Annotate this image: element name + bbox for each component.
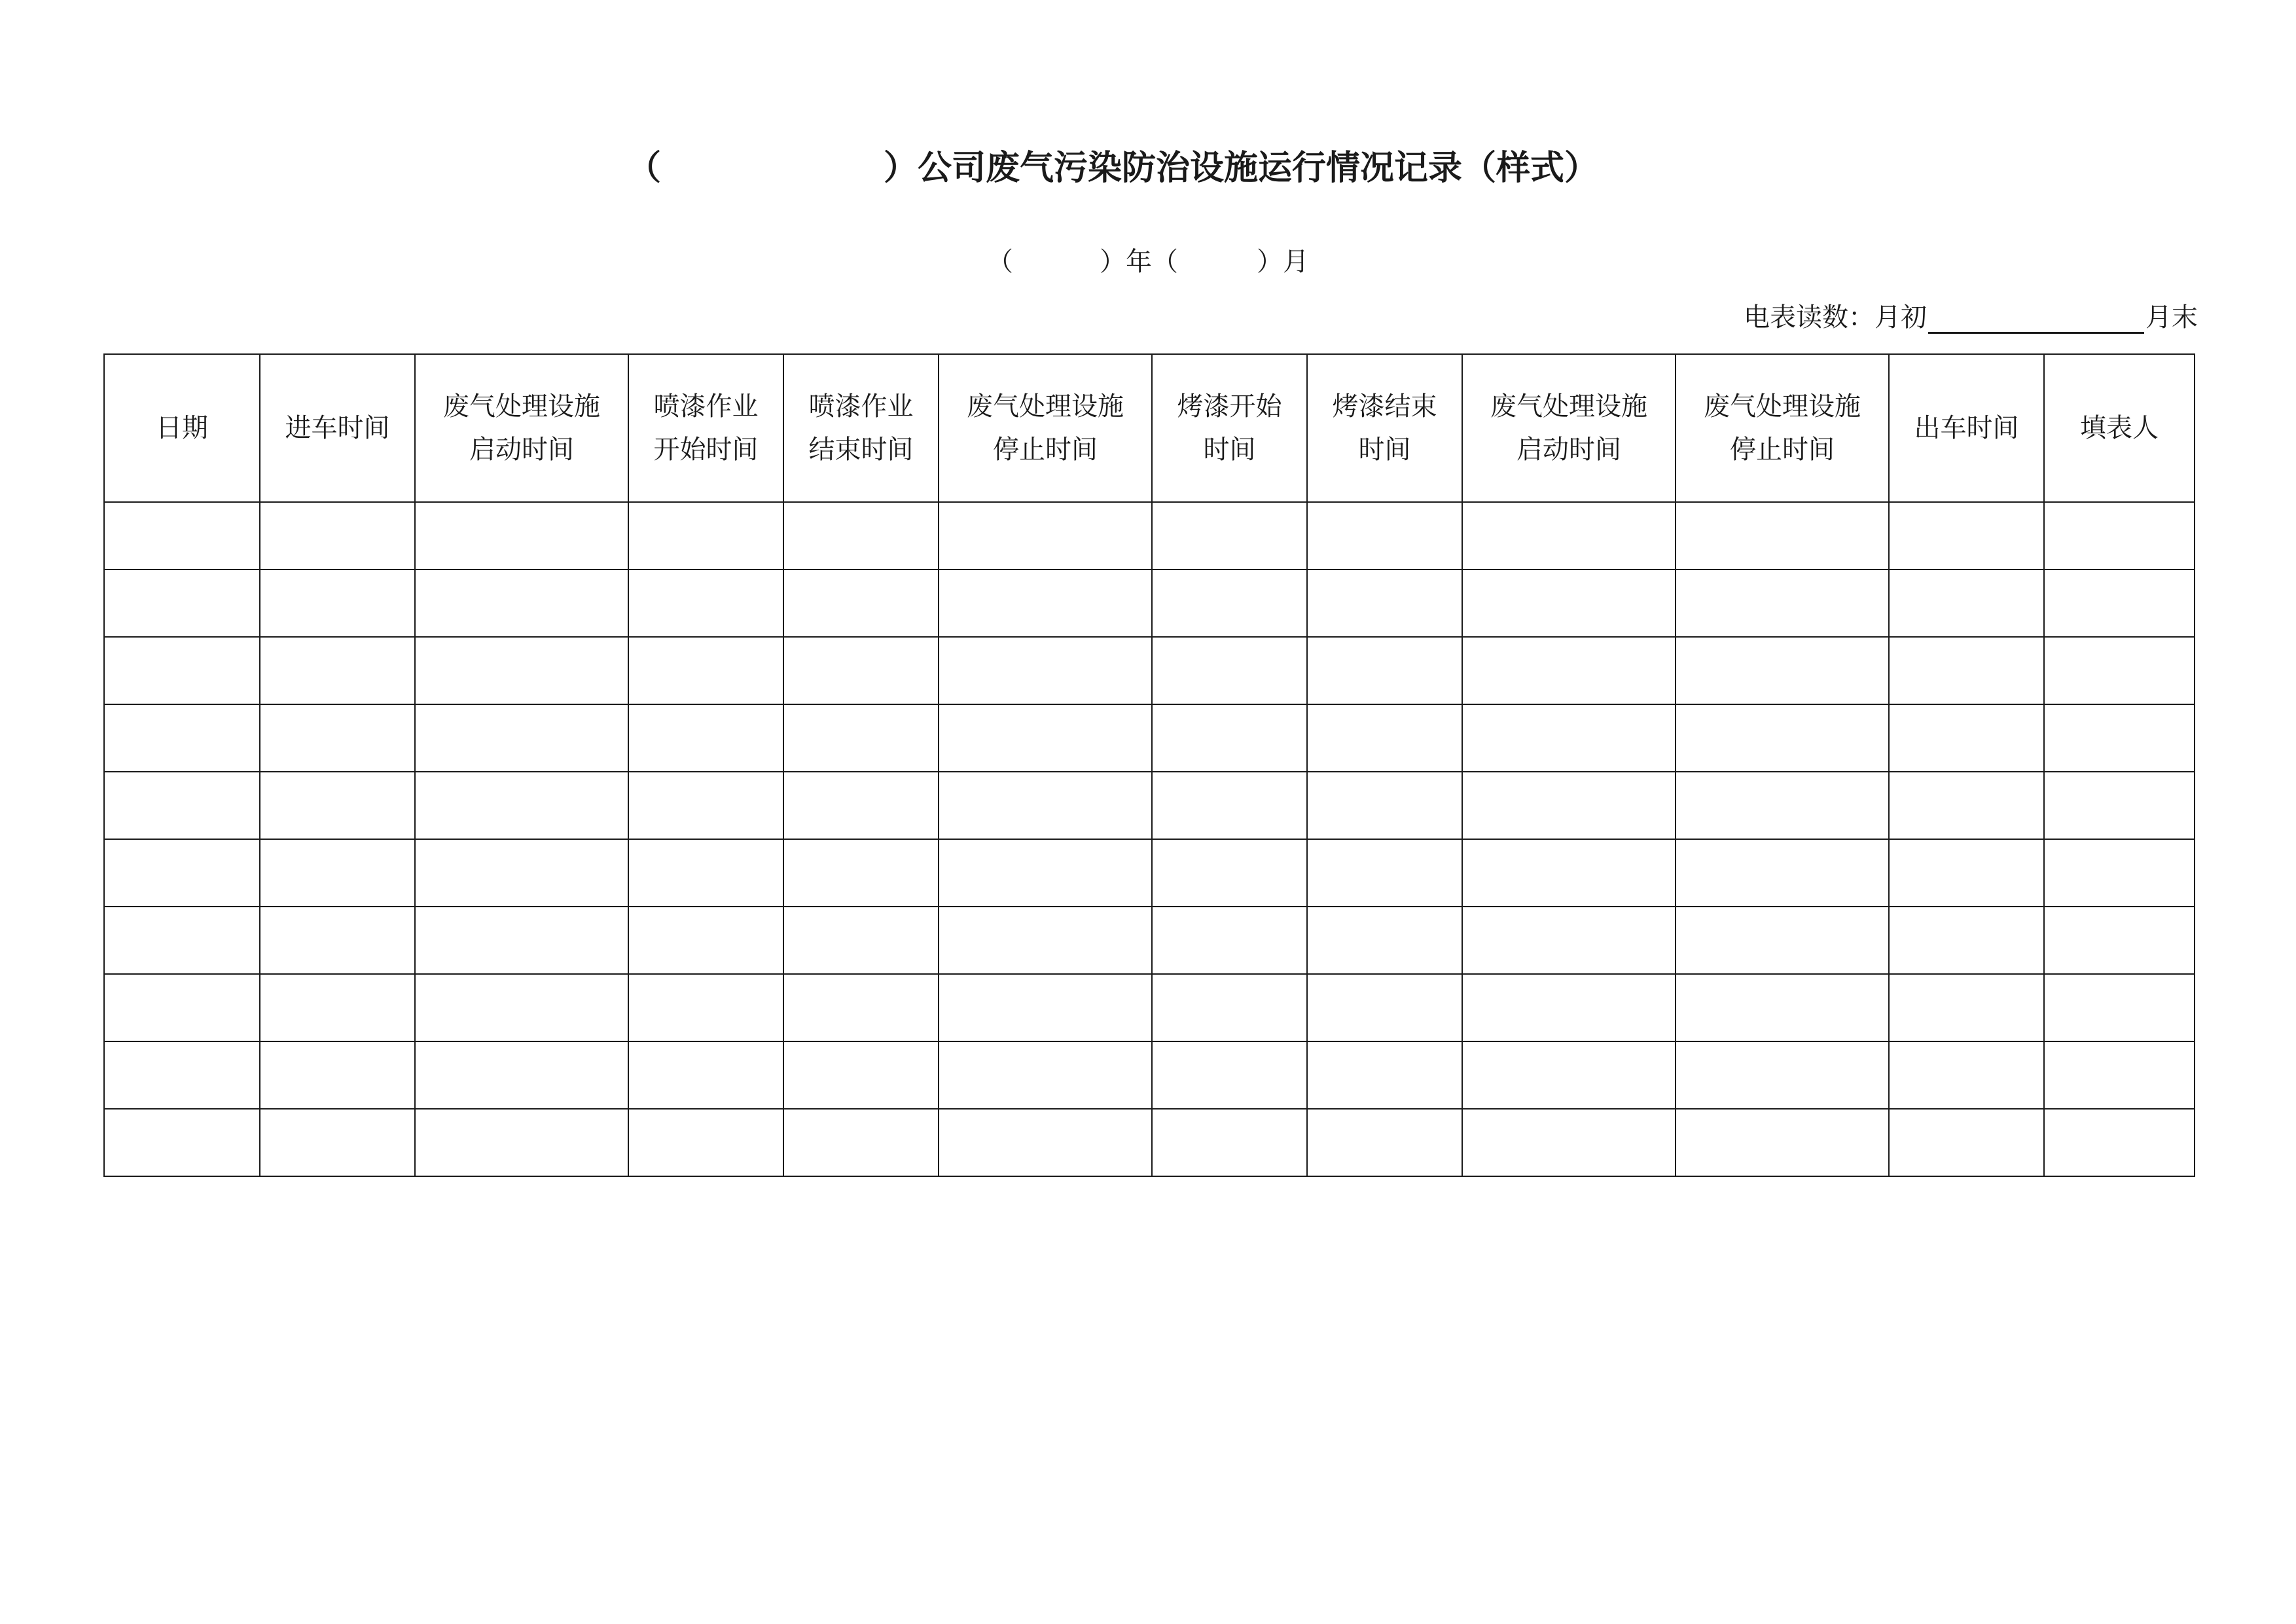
table-cell[interactable] xyxy=(1152,839,1307,907)
table-cell[interactable] xyxy=(783,1109,939,1176)
table-cell[interactable] xyxy=(1307,1109,1462,1176)
table-cell[interactable] xyxy=(1889,502,2044,569)
table-cell[interactable] xyxy=(104,704,260,772)
table-cell[interactable] xyxy=(260,637,415,704)
table-row xyxy=(104,974,2195,1041)
table-cell[interactable] xyxy=(260,1109,415,1176)
table-cell[interactable] xyxy=(415,772,628,839)
table-cell[interactable] xyxy=(415,704,628,772)
table-cell[interactable] xyxy=(2044,569,2195,637)
table-row xyxy=(104,772,2195,839)
table-cell[interactable] xyxy=(1152,772,1307,839)
table-cell[interactable] xyxy=(783,569,939,637)
meter-end-label: 月末 xyxy=(2145,302,2198,333)
table-cell[interactable] xyxy=(783,907,939,974)
table-cell[interactable] xyxy=(628,974,783,1041)
table-cell[interactable] xyxy=(1676,1109,1889,1176)
table-cell[interactable] xyxy=(1462,569,1676,637)
table-cell[interactable] xyxy=(1676,839,1889,907)
table-cell[interactable] xyxy=(1152,637,1307,704)
table-cell[interactable] xyxy=(1307,502,1462,569)
table-cell[interactable] xyxy=(783,704,939,772)
table-cell[interactable] xyxy=(1889,839,2044,907)
table-cell[interactable] xyxy=(628,839,783,907)
table-cell[interactable] xyxy=(2044,1041,2195,1109)
header-date: 日期 xyxy=(104,354,260,502)
header-bake-end: 烤漆结束 时间 xyxy=(1307,354,1462,502)
table-cell[interactable] xyxy=(1889,772,2044,839)
table-cell[interactable] xyxy=(260,1041,415,1109)
table-cell[interactable] xyxy=(1307,704,1462,772)
table-row xyxy=(104,1041,2195,1109)
table-cell[interactable] xyxy=(783,637,939,704)
table-cell[interactable] xyxy=(1462,637,1676,704)
form-title xyxy=(0,131,2296,190)
table-cell[interactable] xyxy=(2044,704,2195,772)
table-cell[interactable] xyxy=(2044,1109,2195,1176)
table-cell[interactable] xyxy=(783,974,939,1041)
period-year: ）年（ xyxy=(1100,247,1178,277)
table-cell[interactable] xyxy=(104,569,260,637)
header-bake-start: 烤漆开始 时间 xyxy=(1152,354,1307,502)
table-cell[interactable] xyxy=(628,907,783,974)
table-cell[interactable] xyxy=(1152,907,1307,974)
table-cell[interactable] xyxy=(1676,502,1889,569)
table-cell[interactable] xyxy=(1676,907,1889,974)
table-cell[interactable] xyxy=(1152,974,1307,1041)
table-row xyxy=(104,839,2195,907)
table-cell[interactable] xyxy=(939,1109,1152,1176)
record-table xyxy=(103,353,2195,1177)
table-cell[interactable] xyxy=(628,772,783,839)
period-month: ）月 xyxy=(1257,247,1309,277)
period-line xyxy=(0,241,2296,280)
table-cell[interactable] xyxy=(260,704,415,772)
table-cell[interactable] xyxy=(2044,907,2195,974)
table-cell[interactable] xyxy=(939,502,1152,569)
table-cell[interactable] xyxy=(104,1041,260,1109)
table-row xyxy=(104,1109,2195,1176)
table-cell[interactable] xyxy=(783,839,939,907)
meter-label: 电表读数：月初 xyxy=(1744,302,1927,333)
table-cell[interactable] xyxy=(1152,704,1307,772)
table-cell[interactable] xyxy=(1462,974,1676,1041)
table-cell[interactable] xyxy=(628,704,783,772)
table-cell[interactable] xyxy=(1889,569,2044,637)
table-cell[interactable] xyxy=(1307,637,1462,704)
table-row xyxy=(104,637,2195,704)
table-cell[interactable] xyxy=(1676,569,1889,637)
table-cell[interactable] xyxy=(415,907,628,974)
period-open-paren: （ xyxy=(987,247,1013,277)
table-cell[interactable] xyxy=(415,502,628,569)
table-cell[interactable] xyxy=(2044,974,2195,1041)
table-row xyxy=(104,502,2195,569)
table-cell[interactable] xyxy=(1462,1041,1676,1109)
header-facility-stop-2: 废气处理设施 停止时间 xyxy=(1676,354,1889,502)
table-cell[interactable] xyxy=(1676,772,1889,839)
table-cell[interactable] xyxy=(1889,1041,2044,1109)
table-cell[interactable] xyxy=(260,839,415,907)
title-open-paren: （ xyxy=(627,148,662,188)
table-cell[interactable] xyxy=(104,502,260,569)
table-cell[interactable] xyxy=(1676,637,1889,704)
table-row xyxy=(104,907,2195,974)
header-facility-start-1: 废气处理设施 启动时间 xyxy=(415,354,628,502)
header-facility-start-2: 废气处理设施 启动时间 xyxy=(1462,354,1676,502)
table-cell[interactable] xyxy=(1462,772,1676,839)
table-cell[interactable] xyxy=(783,772,939,839)
table-cell[interactable] xyxy=(1676,704,1889,772)
header-exit-time: 出车时间 xyxy=(1889,354,2044,502)
table-cell[interactable] xyxy=(1462,704,1676,772)
table-cell[interactable] xyxy=(2044,502,2195,569)
table-cell[interactable] xyxy=(1462,839,1676,907)
table-row xyxy=(104,569,2195,637)
table-cell[interactable] xyxy=(104,907,260,974)
table-cell[interactable] xyxy=(1889,637,2044,704)
table-cell[interactable] xyxy=(1307,839,1462,907)
table-cell[interactable] xyxy=(260,907,415,974)
table-cell[interactable] xyxy=(628,502,783,569)
table-cell[interactable] xyxy=(1889,907,2044,974)
table-cell[interactable] xyxy=(783,502,939,569)
table-cell[interactable] xyxy=(1307,772,1462,839)
table-cell[interactable] xyxy=(415,1041,628,1109)
table-cell[interactable] xyxy=(1152,569,1307,637)
table-cell[interactable] xyxy=(260,772,415,839)
table-cell[interactable] xyxy=(1152,502,1307,569)
table-cell[interactable] xyxy=(939,1041,1152,1109)
table-cell[interactable] xyxy=(260,569,415,637)
table-cell[interactable] xyxy=(260,974,415,1041)
table-cell[interactable] xyxy=(1307,569,1462,637)
header-entry-time: 进车时间 xyxy=(260,354,415,502)
table-cell[interactable] xyxy=(415,839,628,907)
header-row xyxy=(104,354,2195,502)
table-cell[interactable] xyxy=(1462,1109,1676,1176)
table-cell[interactable] xyxy=(939,637,1152,704)
table-cell[interactable] xyxy=(260,502,415,569)
table-cell[interactable] xyxy=(415,1109,628,1176)
table-cell[interactable] xyxy=(939,569,1152,637)
table-cell[interactable] xyxy=(415,569,628,637)
table-cell[interactable] xyxy=(1889,974,2044,1041)
table-cell[interactable] xyxy=(1152,1041,1307,1109)
title-text: ）公司废气污染防治设施运行情况记录（样式） xyxy=(884,148,1599,188)
header-spray-end: 喷漆作业 结束时间 xyxy=(783,354,939,502)
header-facility-stop-1: 废气处理设施 停止时间 xyxy=(939,354,1152,502)
table-cell[interactable] xyxy=(1152,1109,1307,1176)
table-cell[interactable] xyxy=(939,839,1152,907)
table-cell[interactable] xyxy=(2044,637,2195,704)
table-cell[interactable] xyxy=(628,569,783,637)
table-cell[interactable] xyxy=(104,1109,260,1176)
table-cell[interactable] xyxy=(1889,1109,2044,1176)
table-cell[interactable] xyxy=(939,704,1152,772)
table-cell[interactable] xyxy=(1307,974,1462,1041)
table-cell[interactable] xyxy=(939,974,1152,1041)
meter-reading xyxy=(1744,295,2198,334)
table-cell[interactable] xyxy=(628,637,783,704)
table-cell[interactable] xyxy=(939,907,1152,974)
table-cell[interactable] xyxy=(104,839,260,907)
table-cell[interactable] xyxy=(1889,704,2044,772)
table-cell[interactable] xyxy=(1462,502,1676,569)
table-row xyxy=(104,704,2195,772)
table-cell[interactable] xyxy=(1307,907,1462,974)
table-cell[interactable] xyxy=(1676,1041,1889,1109)
table-cell[interactable] xyxy=(415,637,628,704)
table-cell[interactable] xyxy=(628,1041,783,1109)
table-cell[interactable] xyxy=(628,1109,783,1176)
table-cell[interactable] xyxy=(104,637,260,704)
table-cell[interactable] xyxy=(2044,839,2195,907)
table-cell[interactable] xyxy=(939,772,1152,839)
meter-start-blank[interactable] xyxy=(1928,303,2144,334)
table-cell[interactable] xyxy=(415,974,628,1041)
header-filler: 填表人 xyxy=(2044,354,2195,502)
table-cell[interactable] xyxy=(1676,974,1889,1041)
table-cell[interactable] xyxy=(104,772,260,839)
header-spray-start: 喷漆作业 开始时间 xyxy=(628,354,783,502)
record-body xyxy=(104,502,2195,1176)
table-cell[interactable] xyxy=(1462,907,1676,974)
table-cell[interactable] xyxy=(783,1041,939,1109)
table-cell[interactable] xyxy=(104,974,260,1041)
table-cell[interactable] xyxy=(2044,772,2195,839)
table-cell[interactable] xyxy=(1307,1041,1462,1109)
